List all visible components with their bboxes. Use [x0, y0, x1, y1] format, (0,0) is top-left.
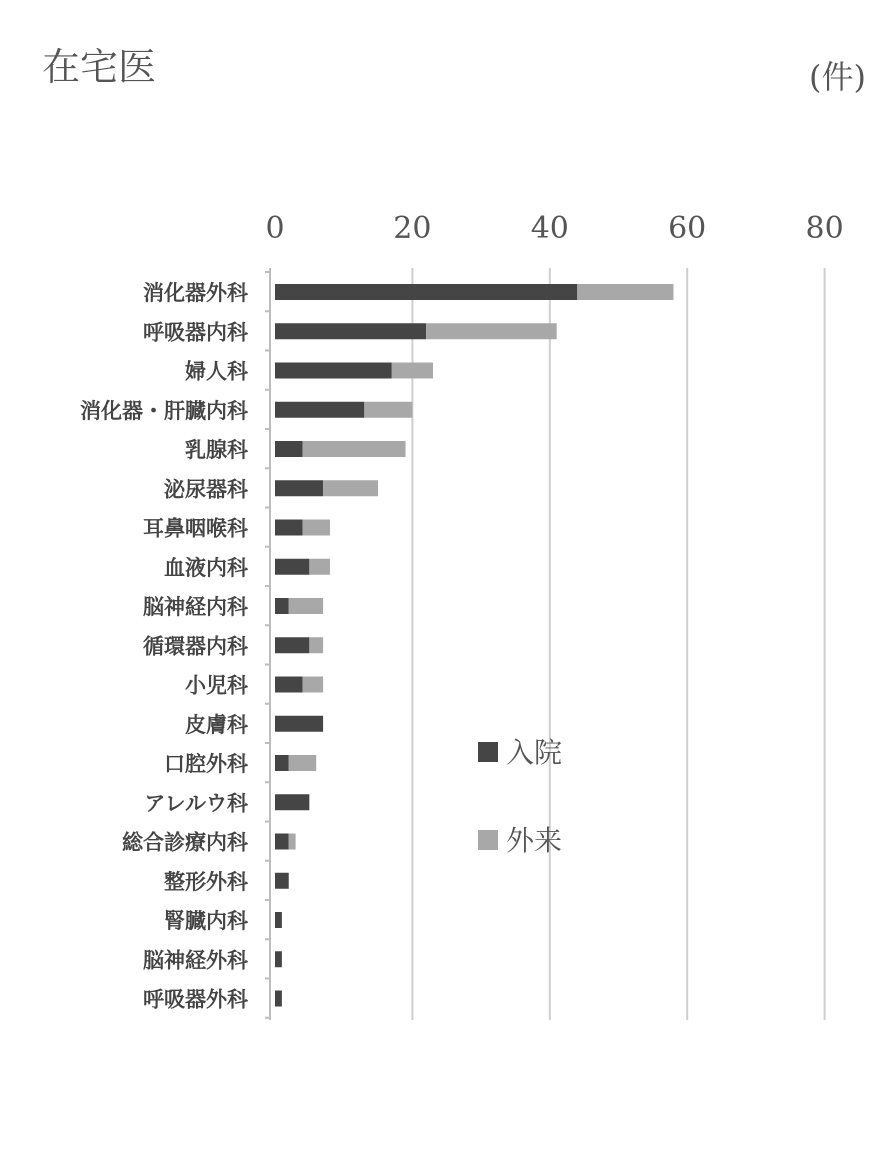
bar-segment-inpatient	[275, 363, 392, 379]
category-label: 総合診療内科	[122, 830, 248, 855]
bar-segment-outpatient	[302, 677, 323, 693]
x-tick-label: 60	[668, 211, 707, 246]
bar-segment-inpatient	[275, 677, 302, 693]
category-label: 皮膚科	[185, 712, 248, 737]
bar-segment-inpatient	[275, 402, 364, 418]
chart-title: 在宅医	[42, 45, 157, 89]
bar-segment-outpatient	[289, 598, 323, 614]
bar-segment-inpatient	[275, 323, 426, 339]
category-label: 腎臓内科	[164, 909, 248, 933]
bar-segment-inpatient	[275, 834, 289, 850]
category-label: 消化器・肝臓内科	[80, 398, 248, 423]
bar-segment-outpatient	[309, 637, 323, 653]
bar-segment-outpatient	[392, 363, 433, 379]
category-label: 呼吸器内科	[143, 320, 248, 345]
bar-segment-outpatient	[289, 755, 316, 771]
bar-segment-inpatient	[275, 912, 282, 928]
category-label: 脳神経内科	[143, 595, 248, 619]
x-tick-label: 80	[805, 211, 844, 246]
category-label: 小児科	[185, 673, 248, 698]
category-label: 脳神経外科	[143, 948, 248, 973]
category-label: 耳鼻咽喉科	[143, 516, 248, 541]
bar-segment-outpatient	[364, 402, 412, 418]
category-label: 血液内科	[164, 555, 248, 580]
category-label: 泌尿器科	[164, 477, 248, 502]
y-axis-labels	[80, 281, 249, 1012]
bar-segment-inpatient	[275, 520, 302, 536]
bar-segment-outpatient	[577, 284, 673, 300]
bar-segment-inpatient	[275, 755, 289, 771]
bar-segment-inpatient	[275, 441, 302, 457]
bar-segment-inpatient	[275, 716, 323, 732]
category-label: 消化器外科	[143, 281, 248, 305]
bar-segment-outpatient	[309, 559, 330, 575]
category-label: 婦人科	[185, 359, 248, 384]
x-axis-ticks	[265, 211, 843, 246]
x-tick-label: 20	[393, 211, 432, 246]
bar-segment-inpatient	[275, 284, 577, 300]
category-label: アレルウ科	[144, 791, 248, 816]
category-label: 乳腺科	[185, 438, 248, 462]
x-tick-label: 40	[530, 211, 569, 246]
legend-swatch-inpatient	[478, 742, 498, 762]
bar-segment-outpatient	[323, 480, 378, 496]
legend-label-inpatient: 入院	[506, 736, 563, 769]
category-label: 整形外科	[164, 869, 248, 894]
legend-label-outpatient: 外来	[506, 824, 563, 857]
unit-label: (件)	[809, 58, 866, 96]
x-tick-label: 0	[265, 211, 285, 246]
category-label: 循環器内科	[143, 634, 248, 659]
category-label: 口腔外科	[164, 752, 248, 776]
bar-segment-inpatient	[275, 951, 282, 967]
category-label: 呼吸器外科	[143, 987, 248, 1012]
bar-segment-outpatient	[302, 520, 329, 536]
bar-segment-inpatient	[275, 794, 309, 810]
bar-segment-inpatient	[275, 480, 323, 496]
bars	[275, 284, 673, 1007]
bar-segment-inpatient	[275, 559, 309, 575]
bar-segment-outpatient	[302, 441, 405, 457]
bar-segment-inpatient	[275, 637, 309, 653]
bar-segment-inpatient	[275, 598, 289, 614]
bar-segment-inpatient	[275, 873, 289, 889]
bar-segment-inpatient	[275, 991, 282, 1007]
grid	[265, 268, 825, 1020]
bar-segment-outpatient	[289, 834, 296, 850]
legend-swatch-outpatient	[478, 830, 498, 850]
bar-segment-outpatient	[426, 323, 557, 339]
